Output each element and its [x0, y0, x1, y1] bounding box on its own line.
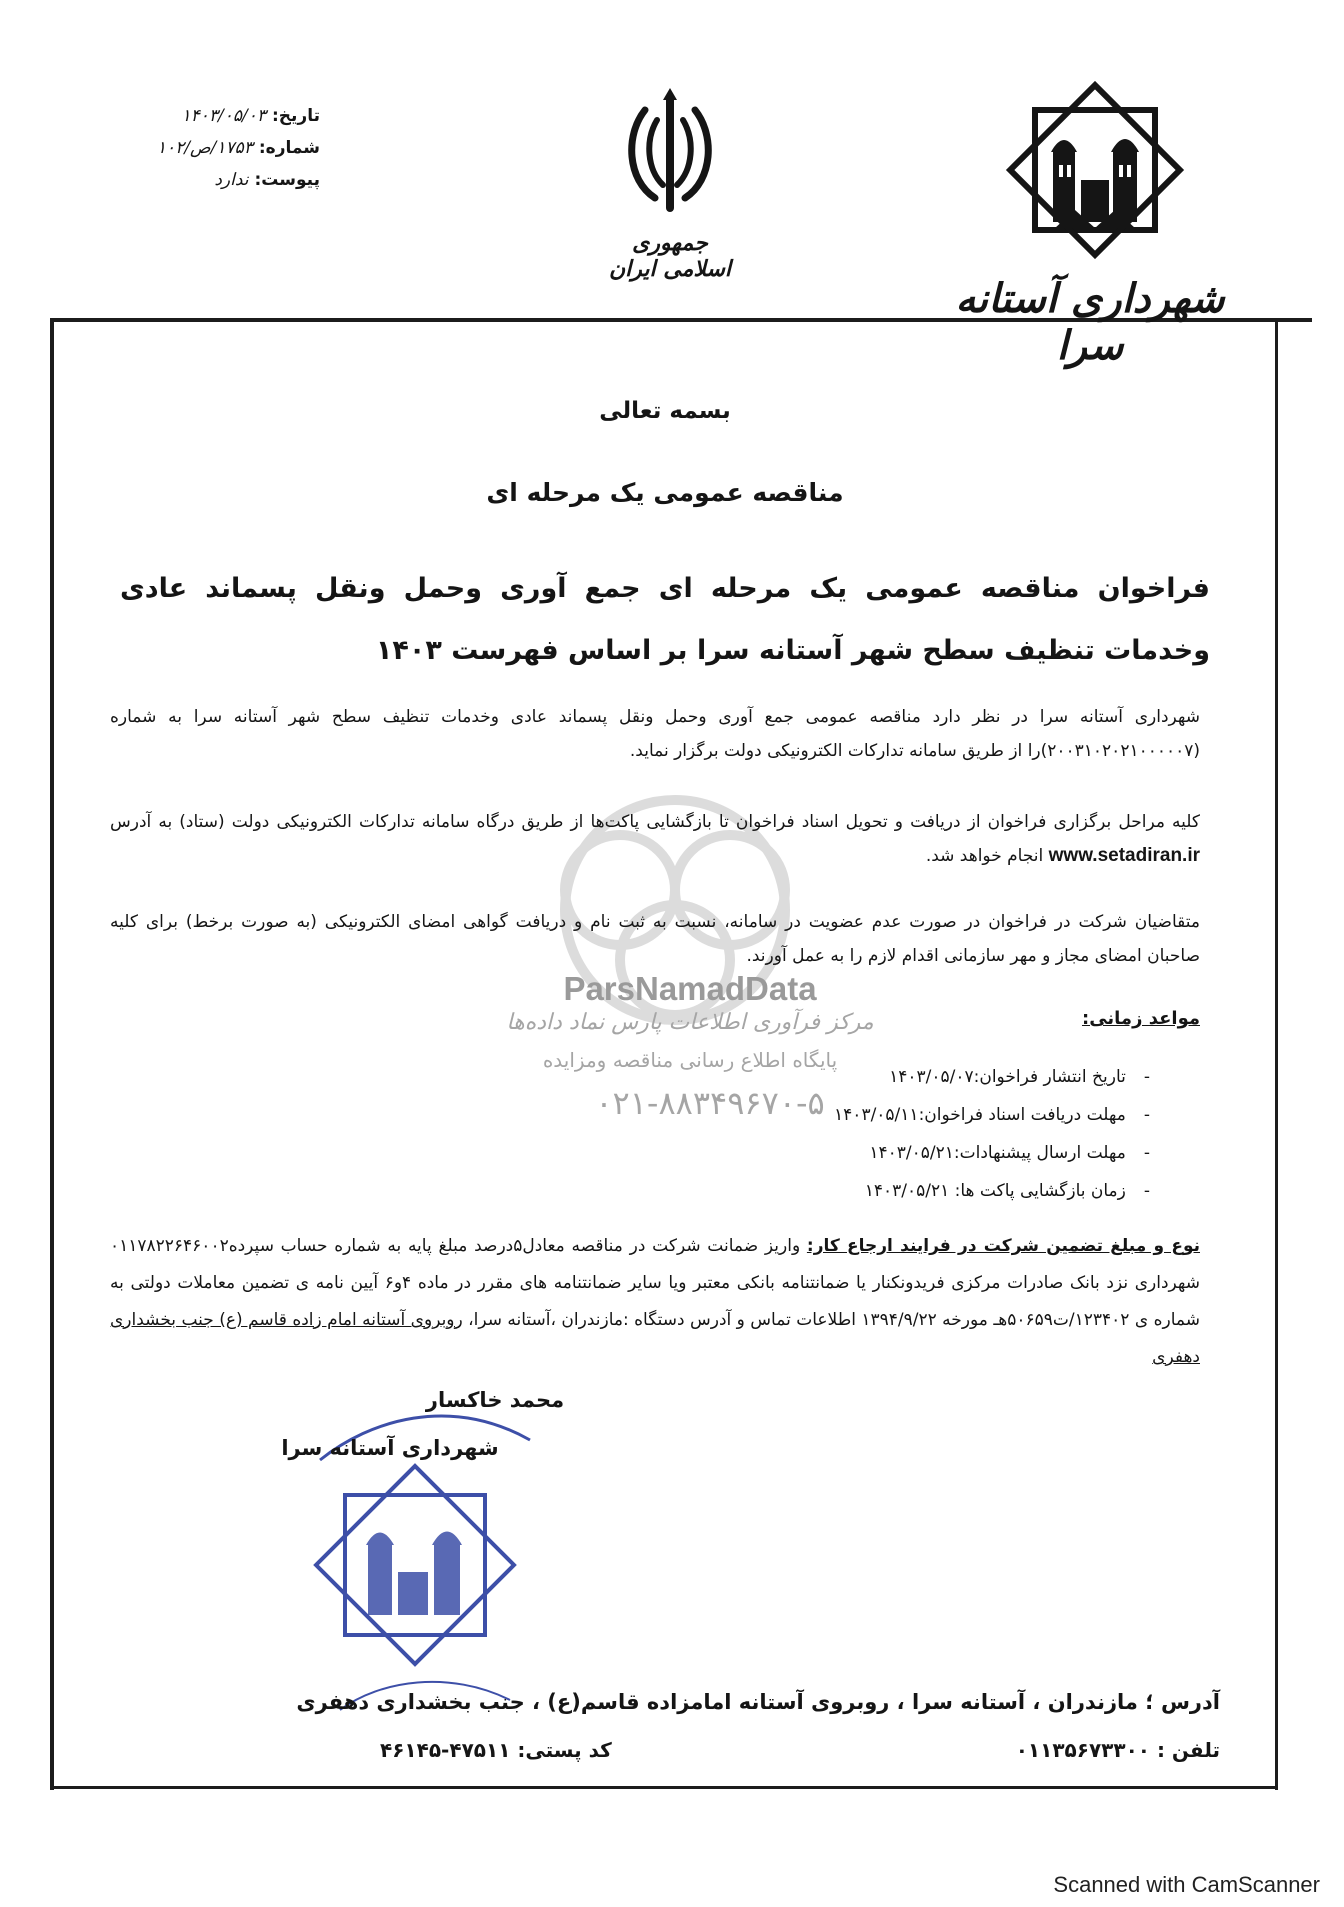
- page-frame-right: [1275, 318, 1278, 1790]
- tender-title: فراخوان مناقصه عمومی یک مرحله ای جمع آوری وحمل ونقل پسماند عادی وخدمات تنظیف سطح شهر آستانه سرا بر اساس فهرست ۱۴۰۳: [120, 573, 1210, 666]
- schedule-list: [110, 1058, 1150, 1210]
- attachment-value: ندارد: [214, 170, 249, 190]
- guarantee-address: روبروی آستانه امام زاده قاسم (ع) جنب بخشداری دهفری: [110, 1310, 1200, 1367]
- letter-meta: [70, 100, 320, 196]
- page-frame-bottom: [50, 1786, 1278, 1789]
- schedule-item-submit-bids: - مهلت ارسال پیشنهادات:۱۴۰۳/۰۵/۲۱: [110, 1134, 1150, 1172]
- paragraph-guarantee: [110, 1228, 1200, 1376]
- footer-contact: [380, 1738, 1220, 1762]
- footer-phone: تلفن : ۰۱۱۳۵۶۷۳۳۰۰: [1015, 1738, 1220, 1762]
- setad-website-link[interactable]: www.setadiran.ir: [1048, 845, 1200, 866]
- watermark-line-2: پایگاه اطلاع رسانی مناقصه ومزایده: [542, 1048, 838, 1072]
- schedule-item-opening: - زمان بازگشایی پاکت ها: ۱۴۰۳/۰۵/۲۱: [110, 1172, 1150, 1210]
- municipality-star-icon: [995, 60, 1195, 280]
- number-value: ۱۷۵۳/ص/۱۰۲: [156, 138, 253, 158]
- schedule-item-receive-docs: - مهلت دریافت اسناد فراخوان:۱۴۰۳/۰۵/۱۱: [110, 1096, 1150, 1134]
- watermark-brand: ParsNamadData: [563, 970, 817, 1007]
- schedule-title: مواعد زمانی:: [1082, 1008, 1200, 1029]
- tender-type-heading: مناقصه عمومی یک مرحله ای: [486, 478, 844, 507]
- page-frame-left: [50, 318, 54, 1790]
- organization-name: شهرداری آستانه سرا: [955, 275, 1225, 369]
- paragraph-procedure: [110, 805, 1200, 873]
- schedule-item-publish: - تاریخ انتشار فراخوان:۱۴۰۳/۰۵/۰۷: [110, 1058, 1150, 1096]
- scanner-watermark: Scanned with CamScanner: [1053, 1872, 1320, 1897]
- attachment-row: [70, 164, 320, 196]
- bismillah-heading: بسمه تعالی: [599, 398, 731, 424]
- signer-title: شهرداری آستانه سرا: [281, 1436, 499, 1460]
- national-emblem: [605, 80, 735, 280]
- paragraph-registration: متقاضیان شرکت در فراخوان در صورت عدم عضویت در سامانه، نسبت به ثبت نام و دریافت گواهی امضای الکترونیکی (به صورت برخط) برای کلیه صاحبان امضای مجاز و مهر سازمانی اقدام لازم را به عمل آورند.: [110, 912, 1200, 966]
- attachment-label: پیوست:: [254, 170, 320, 190]
- municipality-logo: [995, 60, 1195, 280]
- date-label: تاریخ:: [272, 106, 320, 126]
- guarantee-lead: نوع و مبلغ تضمین شرکت در فرایند ارجاع کار:: [806, 1236, 1200, 1256]
- procedure-text-after: انجام خواهد شد.: [925, 846, 1044, 866]
- number-row: [70, 132, 320, 164]
- guarantee-text: واریز ضمانت شرکت در مناقصه معادل۵درصد مبلغ پایه به شماره حساب سپرده۰۱۱۷۸۲۲۶۴۶۰۰۲ شهرداری نزد بانک صادرات مرکزی فریدونکنار یا ضمانتنامه بانکی معتبر ویا سایر ضمانتنامه های مقرر در ماده ۴و۶ آیین نامه ی تضمین معاملات دولتی به شماره ی ۱۲۳۴۰۲/ت۵۰۶۵۹هـ مورخه ۱۳۹۴/۹/۲۲ اطلاعات تماس و آدرس دستگاه :مازندران ،آستانه سرا،: [110, 1236, 1200, 1330]
- watermark-phone: ۰۲۱-۸۸۳۴۹۶۷۰-۵: [595, 1084, 825, 1122]
- procedure-text-before: کلیه مراحل برگزاری فراخوان از دریافت و تحویل اسناد فراخوان تا بازگشایی پاکت‌ها از طریق درگاه سامانه تدارکات الکترونیکی دولت (ستاد) به آدرس: [110, 812, 1200, 832]
- signer-name: محمد خاکسار: [425, 1388, 565, 1412]
- date-value: ۱۴۰۳/۰۵/۰۳: [181, 106, 266, 126]
- date-row: [70, 100, 320, 132]
- emblem-icon: [615, 80, 725, 220]
- paragraph-intro: شهرداری آستانه سرا در نظر دارد مناقصه عمومی جمع آوری وحمل ونقل پسماند عادی وخدمات تنظیف سطح شهر آستانه سرا به شماره (۲۰۰۳۱۰۲۰۲۱۰۰۰۰۰۷)را از طریق سامانه تدارکات الکترونیکی دولت برگزار نماید.: [110, 707, 1200, 761]
- watermark-line-1: مرکز فرآوری اطلاعات پارس نماد داده‌ها: [506, 1010, 874, 1035]
- emblem-caption: جمهوری اسلامی ایران: [608, 230, 732, 282]
- number-label: شماره:: [258, 138, 320, 158]
- footer-address: آدرس ؛ مازندران ، آستانه سرا ، روبروی آستانه امامزاده قاسم(ع) ، جنب بخشداری دهفری: [296, 1690, 1220, 1714]
- footer-postal-code: کد پستی: ۴۷۵۱۱-۴۶۱۴۵: [380, 1738, 612, 1762]
